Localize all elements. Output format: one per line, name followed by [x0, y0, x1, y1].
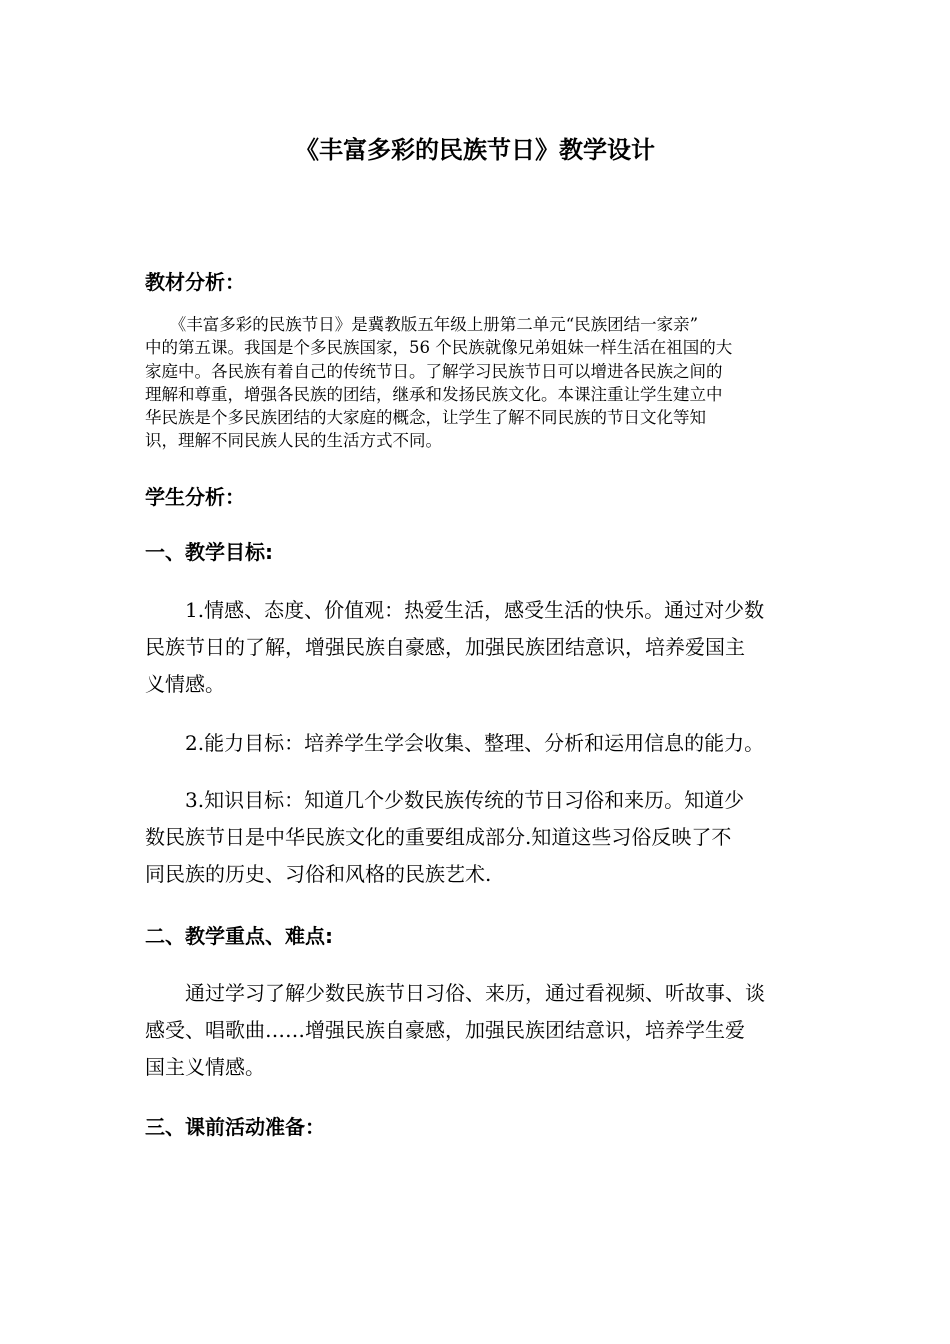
- text-line: 感受、唱歌曲……增强民族自豪感，加强民族团结意识，培养学生爱: [145, 1018, 745, 1042]
- text-line: 通过学习了解少数民族节日习俗、来历，通过看视频、听故事、谈: [145, 981, 765, 1005]
- text-line: 理解和尊重，增强各民族的团结，继承和发扬民族文化。本课注重让学生建立中: [145, 384, 723, 404]
- document-title: 《丰富多彩的民族节日》教学设计: [295, 136, 655, 164]
- text-line: 数民族节日是中华民族文化的重要组成部分.知道这些习俗反映了不: [145, 825, 732, 849]
- textbook-analysis-paragraph: [145, 313, 810, 453]
- text-line: 家庭中。各民族有着自己的传统节日。了解学习民族节日可以增进各民族之间的: [145, 361, 723, 381]
- text-line: 国主义情感。: [145, 1055, 265, 1079]
- section-heading-teaching-goals: 一、教学目标:: [145, 540, 273, 564]
- section-heading-student-analysis: 学生分析：: [145, 485, 245, 509]
- key-points-paragraph: [145, 975, 810, 1086]
- text-line: 义情感。: [145, 672, 225, 696]
- section-heading-preparation: 三、课前活动准备：: [145, 1115, 325, 1139]
- text-line: 中的第五课。我国是个多民族国家，56 个民族就像兄弟姐妹一样生活在祖国的大: [145, 338, 733, 358]
- section-heading-key-points: 二、教学重点、难点:: [145, 924, 333, 948]
- text-line: 民族节日的了解，增强民族自豪感，加强民族团结意识，培养爱国主: [145, 635, 745, 659]
- text-line: 同民族的历史、习俗和风格的民族艺术.: [145, 862, 492, 886]
- text-line: 《丰富多彩的民族节日》是冀教版五年级上册第二单元“民族团结一家亲”: [145, 315, 699, 334]
- goal-paragraph-ability: [145, 725, 810, 762]
- text-line: 识，理解不同民族人民的生活方式不同。: [145, 431, 442, 451]
- text-line: 1.情感、态度、价值观：热爱生活，感受生活的快乐。通过对少数: [145, 598, 765, 622]
- goal-paragraph-knowledge: [145, 782, 810, 893]
- section-heading-textbook-analysis: 教材分析：: [145, 270, 245, 294]
- text-line: 2.能力目标：培养学生学会收集、整理、分析和运用信息的能力。: [145, 731, 765, 755]
- text-line: 3.知识目标：知道几个少数民族传统的节日习俗和来历。知道少: [145, 788, 745, 812]
- text-line: 华民族是个多民族团结的大家庭的概念，让学生了解不同民族的节日文化等知: [145, 408, 706, 428]
- goal-paragraph-emotion: [145, 592, 810, 703]
